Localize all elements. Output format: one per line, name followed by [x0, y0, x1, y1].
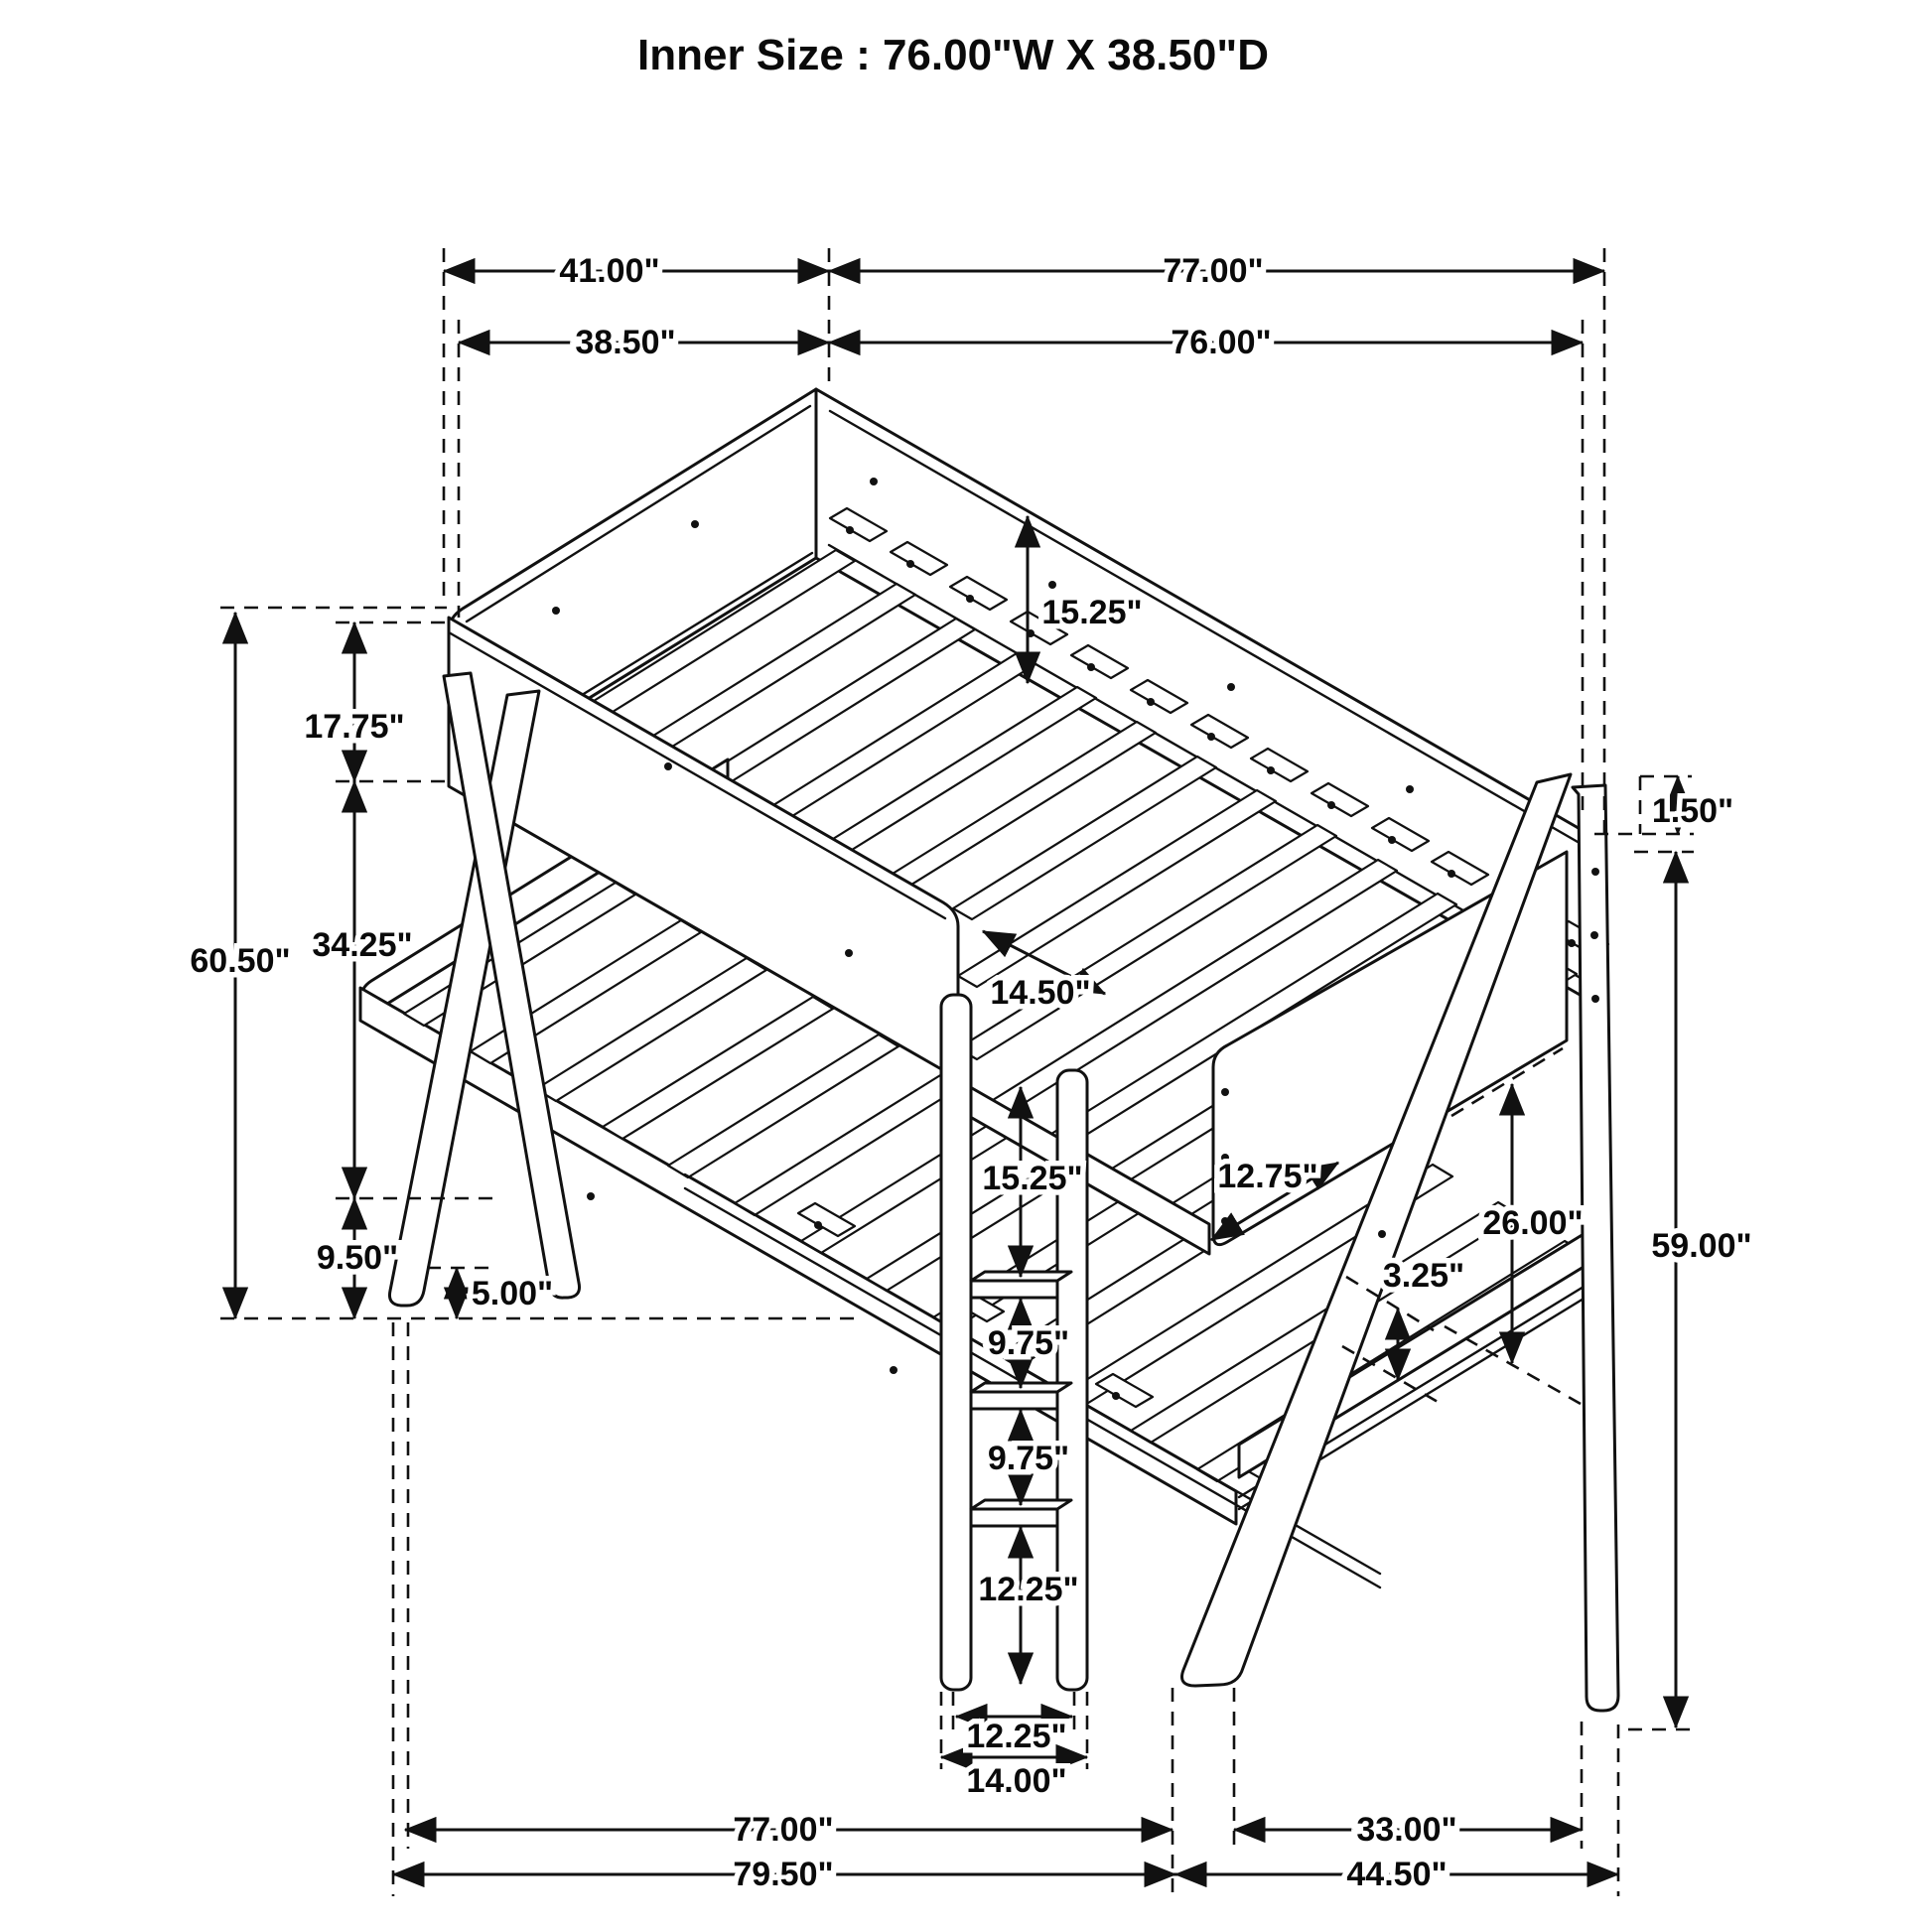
dim-label-rung-spacing-lower: 9.75"	[987, 1440, 1070, 1477]
dim-label-upper-guard-rail-depth: 15.25"	[1041, 594, 1143, 631]
dim-label-rung-to-floor: 12.25"	[978, 1571, 1079, 1608]
lower-front-rail	[360, 988, 1236, 1524]
dim-label-bunk-clearance: 26.00"	[1482, 1204, 1584, 1242]
dim-label-ladder-outer-width: 14.00"	[966, 1762, 1067, 1800]
dim-label-right-leg-inner-spread: 33.00"	[1356, 1811, 1457, 1849]
dim-label-overall-height: 60.50"	[190, 942, 291, 980]
dim-label-lower-length-inner: 77.00"	[733, 1811, 834, 1849]
dim-label-upper-rail-height: 17.75"	[304, 708, 405, 746]
dim-label-upper-depth-overall: 41.00"	[559, 252, 660, 290]
page-title: Inner Size : 76.00"W X 38.50"D	[637, 31, 1269, 79]
dim-label-upper-depth-inner: 38.50"	[575, 324, 676, 361]
dim-label-lower-rail-height: 3.25"	[1382, 1257, 1465, 1295]
dim-label-length-inner: 76.00"	[1171, 324, 1272, 361]
dim-label-top-rail-step: 1.50"	[1651, 792, 1734, 830]
dim-label-upper-to-lower-spacing: 34.25"	[312, 926, 413, 964]
dim-label-ladder-inner-width: 12.25"	[966, 1718, 1067, 1755]
dim-label-lower-length-overall: 79.50"	[733, 1856, 834, 1893]
ladder-left-rail	[941, 995, 971, 1690]
dim-label-end-panel-width: 12.75"	[1217, 1158, 1318, 1195]
dim-label-length-overall: 77.00"	[1163, 252, 1264, 290]
dim-label-leg-foot-height: 5.00"	[471, 1275, 554, 1312]
dim-label-lower-frame-height: 9.50"	[316, 1239, 399, 1277]
dim-label-right-side-height: 59.00"	[1651, 1227, 1752, 1265]
dim-label-rung-spacing-upper: 9.75"	[987, 1324, 1070, 1362]
dim-label-right-leg-outer-spread: 44.50"	[1346, 1856, 1448, 1893]
dim-label-ladder-top-spacing: 15.25"	[982, 1160, 1083, 1197]
dim-label-ladder-opening-width: 14.50"	[990, 974, 1091, 1012]
